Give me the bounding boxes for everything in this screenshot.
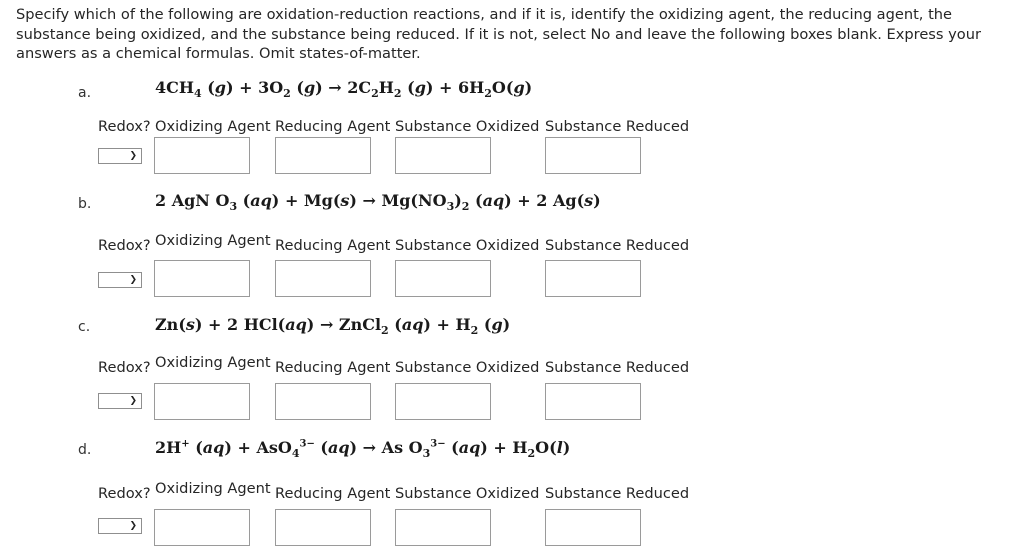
header-reducing-agent: Reducing Agent [275,237,391,254]
header-substance-oxidized: Substance Oxidized [395,118,540,135]
substance-reduced-input[interactable] [545,260,641,297]
reducing-agent-input[interactable] [275,137,371,174]
header-oxidizing-agent: Oxidizing Agent [155,118,271,135]
oxidizing-agent-input[interactable] [154,260,250,297]
header-substance-oxidized: Substance Oxidized [395,359,540,376]
header-redox: Redox? [98,237,151,254]
oxidizing-agent-input[interactable] [154,383,250,420]
question-letter: a. [78,85,92,101]
reaction-equation: Zn(s) + 2 HCl(aq) → ZnCl$_2$ $(aq) + H_2$ (g) [155,315,511,338]
substance-oxidized-input[interactable] [395,260,491,297]
reducing-agent-input[interactable] [275,383,371,420]
substance-reduced-input[interactable] [545,137,641,174]
header-oxidizing-agent: Oxidizing Agent [155,232,271,249]
question-d [0,436,1009,556]
header-redox: Redox? [98,485,151,502]
reaction-equation: $4CH_4$ $(g) + 3O_2$ $(g) \to 2C_2H_2$ $(g) + 6H_2O(g)$ [155,78,533,101]
substance-reduced-input[interactable] [545,383,641,420]
redox-select[interactable] [98,272,142,288]
question-letter: b. [78,196,92,212]
chevron-down-icon: ❯ [129,151,137,161]
header-reducing-agent: Reducing Agent [275,485,391,502]
header-substance-reduced: Substance Reduced [545,118,690,135]
substance-oxidized-input[interactable] [395,137,491,174]
chevron-down-icon: ❯ [129,396,137,406]
chevron-down-icon: ❯ [129,521,137,531]
header-redox: Redox? [98,118,151,135]
reducing-agent-input[interactable] [275,509,371,546]
substance-oxidized-input[interactable] [395,383,491,420]
reducing-agent-input[interactable] [275,260,371,297]
header-substance-oxidized: Substance Oxidized [395,485,540,502]
reaction-equation: 2H+ (aq) + AsO$_4^{3-}$ (aq) → As $O_3^{3-}$ $(aq) + H_2O(l)$ [155,438,571,461]
header-substance-oxidized: Substance Oxidized [395,237,540,254]
header-reducing-agent: Reducing Agent [275,118,391,135]
reaction-equation: 2 AgN $O_3$ $(aq) + Mg(s) \to Mg(NO_3)_2$ (aq) + 2 Ag(s) [155,191,601,214]
instructions-text: Specify which of the following are oxidation-reduction reactions, and if it is, identify the oxidizing agent, the reducing agent, the substance being oxidized, and the substance being reduced. If it is not, select No and leave the following boxes blank. Express your answers as a chemical formulas. Omit states-of-matter. [16,6,981,62]
question-c [0,313,1009,433]
redox-select[interactable] [98,148,142,164]
header-substance-reduced: Substance Reduced [545,359,690,376]
chevron-down-icon: ❯ [129,275,137,285]
redox-select[interactable] [98,518,142,534]
header-substance-reduced: Substance Reduced [545,485,690,502]
question-b [0,190,1009,310]
oxidizing-agent-input[interactable] [154,509,250,546]
header-redox: Redox? [98,359,151,376]
substance-reduced-input[interactable] [545,509,641,546]
question-a [0,76,1009,196]
header-substance-reduced: Substance Reduced [545,237,690,254]
oxidizing-agent-input[interactable] [154,137,250,174]
question-letter: d. [78,442,92,458]
redox-select[interactable] [98,393,142,409]
header-reducing-agent: Reducing Agent [275,359,391,376]
question-letter: c. [78,319,91,335]
header-oxidizing-agent: Oxidizing Agent [155,354,271,371]
header-oxidizing-agent: Oxidizing Agent [155,480,271,497]
substance-oxidized-input[interactable] [395,509,491,546]
